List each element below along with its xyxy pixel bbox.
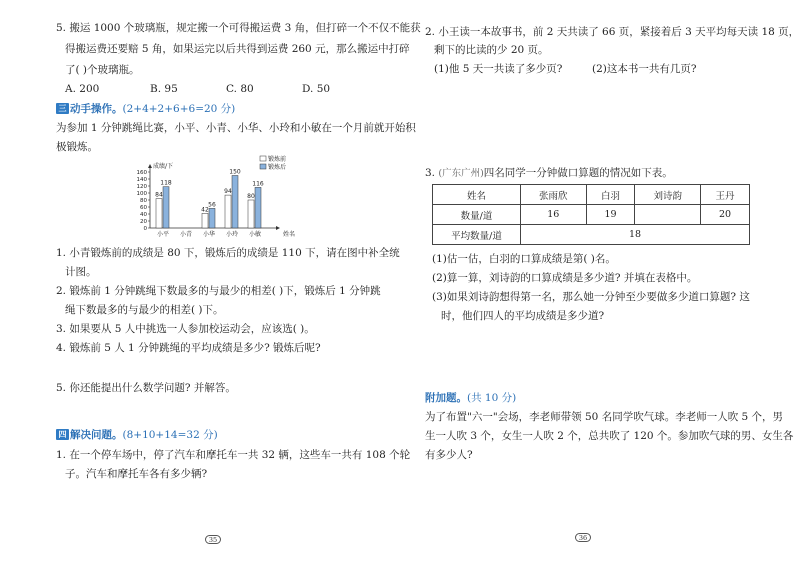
bar-value-label: 42 — [201, 206, 209, 214]
bar-before — [202, 213, 208, 228]
legend-label: 锻炼后 — [268, 164, 287, 171]
page-number-right: 36 — [575, 533, 591, 542]
bar-value-label: 56 — [208, 201, 216, 209]
section-4-title: 解决问题。 — [70, 429, 123, 441]
y-tick-label: 40 — [140, 212, 147, 218]
table-name-cell: 张雨欣 — [521, 185, 587, 205]
x-tick-label: 小青 — [179, 231, 193, 238]
bar-after — [209, 208, 215, 228]
sub-question-1-line1: 1. 小青锻炼前的成绩是 80 下，锻炼后的成绩是 110 下，请在图中补全统 — [56, 247, 400, 259]
x-tick-label: 小华 — [202, 231, 216, 238]
sub-question-2-line1: 2. 锻炼前 1 分钟跳绳下数最多的与最少的相差( )下，锻炼后 1 分钟跳 — [56, 285, 381, 297]
table-row-label-average: 平均数量/道 — [433, 225, 521, 245]
problem-3-q2: (2)算一算，刘诗韵的口算成绩是多少道? 并填在表格中。 — [432, 272, 698, 284]
problem-2-line1: 2. 小王读一本故事书，前 2 天共读了 66 页，紧接着后 3 天平均每天读 18 页， — [425, 26, 800, 38]
sub-question-3: 3. 如果要从 5 人中挑选一人参加校运动会，应该选( )。 — [56, 323, 315, 335]
sub-question-5: 5. 你还能提出什么数学问题? 并解答。 — [56, 382, 236, 394]
section-4-number: 四 — [56, 429, 69, 440]
y-tick-label: 100 — [136, 191, 147, 197]
bar-after — [255, 187, 261, 228]
section-4-score: (8+10+14=32 分) — [122, 429, 218, 441]
bonus-header — [425, 390, 516, 405]
bar-after — [163, 187, 169, 228]
problem-2-line2: 剩下的比读的少 20 页。 — [434, 44, 549, 56]
bar-value-label: 150 — [229, 168, 241, 176]
sub-question-2-line2: 绳下数最多的与最少的相差( )下。 — [65, 304, 224, 316]
bar-after — [232, 176, 238, 229]
legend-swatch — [260, 156, 266, 161]
problem-3-text: 四名同学一分钟做口算题的情况如下表。 — [483, 167, 673, 179]
choice-question-5-line2: 得搬运费还要赔 5 角，如果运完以后共得到运费 260 元，那么搬运中打碎 — [65, 43, 410, 55]
problem-2-sub2: (2)这本书一共有几页? — [592, 63, 697, 75]
bar-before — [248, 200, 254, 228]
x-tick-label: 小平 — [156, 231, 170, 238]
problem-2-sub1: (1)他 5 天一共读了多少页? — [434, 63, 563, 75]
legend-label: 锻炼前 — [268, 156, 287, 163]
y-axis-label: 成绩/下 — [153, 163, 174, 170]
y-tick-label: 20 — [140, 219, 147, 225]
problem-1-line1: 1. 在一个停车场中，停了汽车和摩托车一共 32 辆，这些车一共有 108 个轮 — [56, 449, 411, 461]
bar-value-label: 80 — [247, 193, 255, 200]
region-tag: (广东广州) — [438, 168, 484, 179]
choice-question-5-line1: 5. 搬运 1000 个玻璃瓶，规定搬一个可得搬运费 3 角，但打碎一个不仅不能获 — [56, 22, 421, 34]
sub-question-4: 4. 锻炼前 5 人 1 分钟跳绳的平均成绩是多少? 锻炼后呢? — [56, 342, 321, 354]
table-name-cell: 白羽 — [586, 185, 635, 205]
bonus-line1: 为了布置"六一"会场，李老师带领 50 名同学吹气球。李老师一人吹 5 个，男 — [425, 411, 784, 423]
intro-line1: 为参加 1 分钟跳绳比赛，小平、小青、小华、小玲和小敏在一个月前就开始积 — [56, 122, 416, 134]
section-3-number: 三 — [56, 103, 69, 114]
bar-value-label: 94 — [224, 188, 232, 196]
x-tick-label: 小敏 — [248, 231, 262, 238]
table-header-name: 姓名 — [433, 185, 521, 205]
section-3-score: (2+4+2+6+6=20 分) — [122, 103, 236, 115]
mental-math-table — [432, 184, 750, 245]
choice-question-5-line3: 了( )个玻璃瓶。 — [65, 64, 140, 76]
x-axis-arrow — [276, 226, 280, 230]
table-count-cell-blank[interactable] — [635, 205, 701, 225]
bar-value-label: 116 — [252, 180, 264, 188]
y-tick-label: 0 — [143, 226, 147, 232]
table-average-value: 18 — [521, 225, 750, 245]
problem-3-intro: 3. (广东广州)四名同学一分钟做口算题的情况如下表。 — [425, 167, 673, 179]
problem-3-q3-line1: (3)如果刘诗韵想得第一名，那么她一分钟至少要做多少道口算题? 这 — [432, 291, 750, 303]
legend-swatch — [260, 164, 266, 169]
bar-before — [225, 195, 231, 228]
table-count-cell: 20 — [701, 205, 750, 225]
table-row-label-count: 数量/道 — [433, 205, 521, 225]
bonus-line3: 有多少人? — [425, 449, 473, 461]
y-tick-label: 160 — [136, 170, 147, 176]
jump-rope-bar-chart — [120, 152, 310, 242]
y-tick-label: 120 — [136, 184, 147, 190]
bonus-score: (共 10 分) — [467, 392, 517, 404]
x-axis-label: 姓名 — [283, 231, 296, 238]
problem-3-q3-line2: 时，他们四人的平均成绩是多少道? — [441, 310, 605, 322]
table-name-cell: 王丹 — [701, 185, 750, 205]
sub-question-1-line2: 计图。 — [65, 266, 97, 278]
option-c: C. 80 — [226, 83, 254, 95]
bar-value-label: 118 — [160, 179, 172, 187]
y-tick-label: 140 — [136, 177, 147, 183]
bonus-line2: 生一人吹 3 个，女生一人吹 2 个，总共吹了 120 个。参加吹气球的男、女生各 — [425, 430, 794, 442]
problem-3-q1: (1)估一估，白羽的口算成绩是第( )名。 — [432, 253, 616, 265]
option-a: A. 200 — [65, 83, 100, 95]
option-d: D. 50 — [302, 83, 331, 95]
bar-value-label: 84 — [155, 191, 163, 199]
table-count-cell: 16 — [521, 205, 587, 225]
section-3-header — [56, 101, 235, 116]
y-tick-label: 80 — [140, 198, 147, 204]
option-b: B. 95 — [150, 83, 178, 95]
page-number-left: 35 — [205, 535, 221, 544]
bar-before — [156, 199, 162, 228]
table-name-cell: 刘诗韵 — [635, 185, 701, 205]
section-3-title: 动手操作。 — [70, 103, 123, 115]
y-tick-label: 60 — [140, 205, 147, 211]
chart-svg — [120, 152, 310, 242]
problem-1-line2: 子。汽车和摩托车各有多少辆? — [65, 468, 208, 480]
table-count-cell: 19 — [586, 205, 635, 225]
section-4-header — [56, 427, 218, 442]
intro-line2: 极锻炼。 — [56, 141, 98, 153]
y-axis-arrow — [148, 164, 152, 168]
x-tick-label: 小玲 — [225, 231, 239, 238]
bonus-title: 附加题。 — [425, 392, 467, 404]
